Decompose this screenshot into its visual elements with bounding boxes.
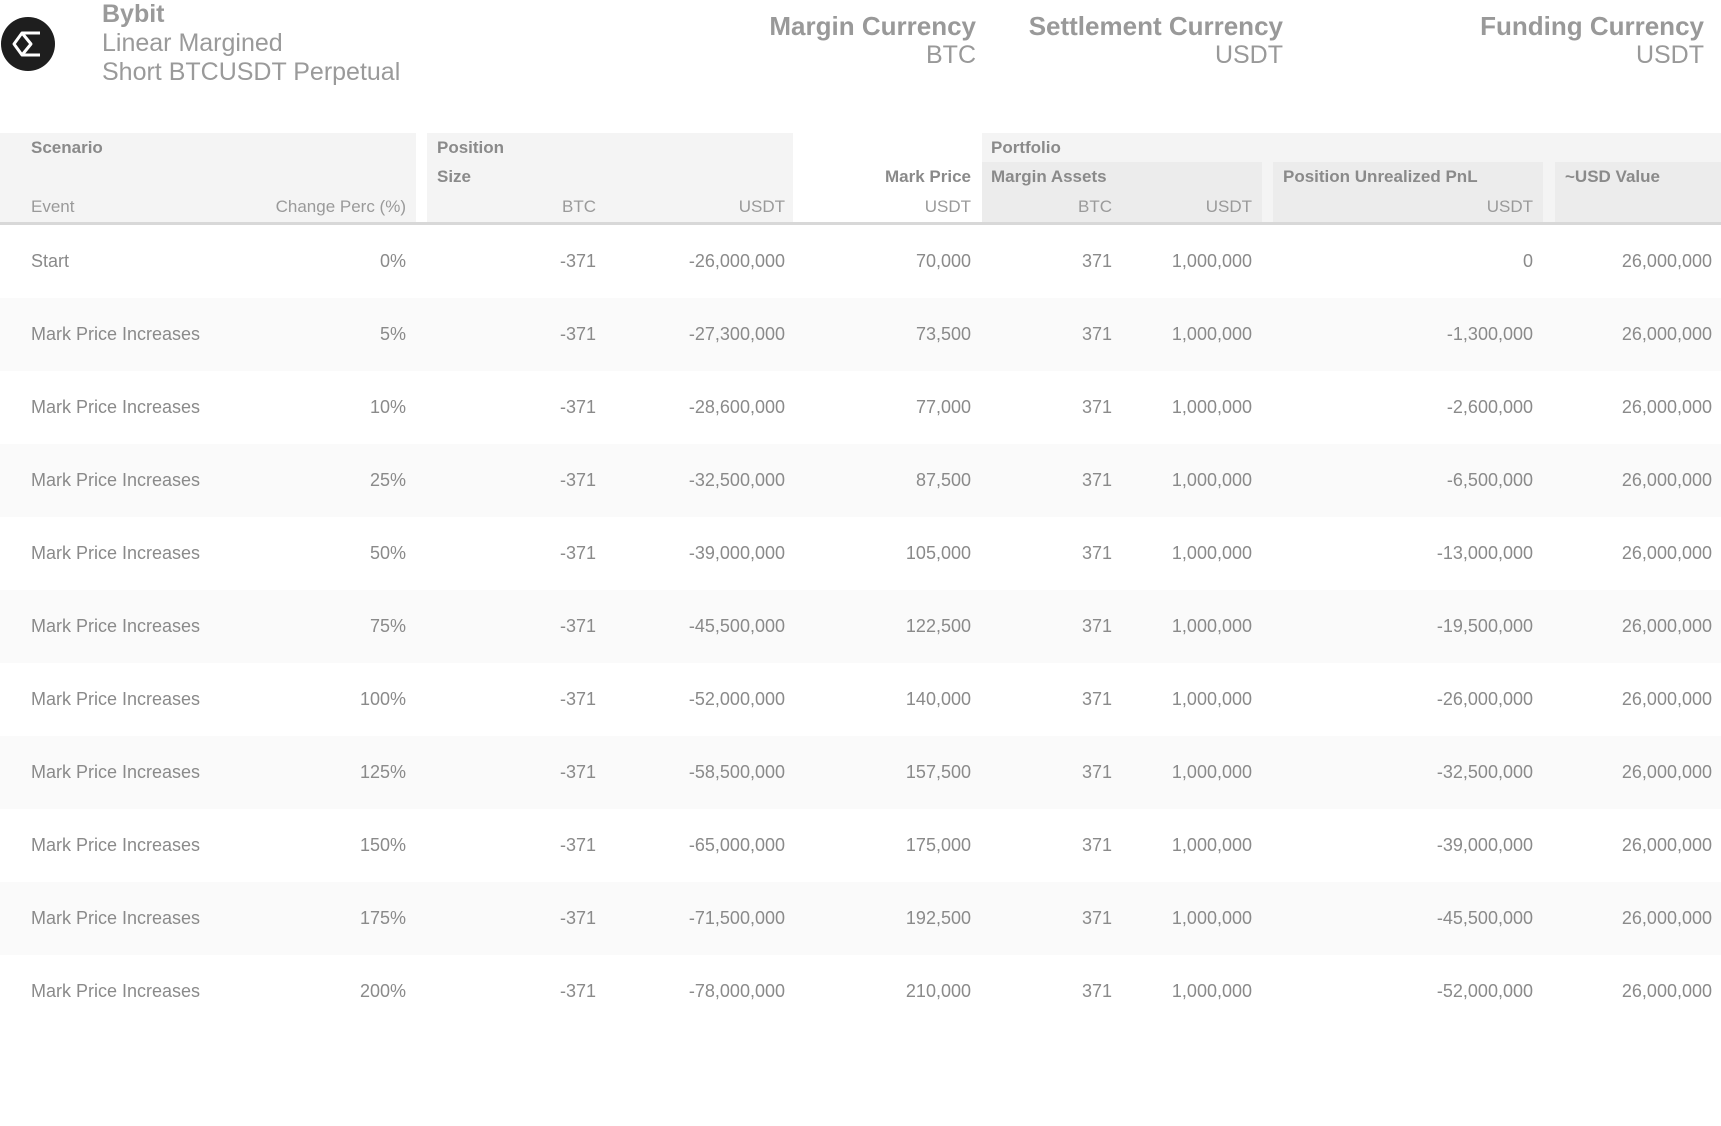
- cell-margin-usdt: 1,000,000: [1171, 324, 1252, 344]
- exchange-logo: [1, 17, 55, 71]
- cell-size-btc: -371: [559, 251, 596, 271]
- price-usdt-column-header: USDT: [924, 197, 971, 216]
- cell-event: Mark Price Increases: [31, 835, 201, 855]
- funding-currency-label: Funding Currency: [1480, 11, 1704, 41]
- cell-change: 10%: [369, 397, 406, 417]
- cell-size-btc: -371: [559, 324, 596, 344]
- portfolio-group-label: Portfolio: [991, 138, 1061, 157]
- cell-margin-btc: 371: [1081, 908, 1112, 928]
- cell-margin-usdt: 1,000,000: [1171, 835, 1252, 855]
- cell-size-usdt: -58,500,000: [688, 762, 785, 782]
- cell-size-usdt: -28,600,000: [688, 397, 785, 417]
- cell-margin-btc: 371: [1081, 981, 1112, 1001]
- cell-size-btc: -371: [559, 543, 596, 563]
- cell-event: Start: [31, 251, 70, 271]
- cell-margin-btc: 371: [1081, 543, 1112, 563]
- cell-size-usdt: -26,000,000: [688, 251, 785, 271]
- cell-size-btc: -371: [559, 470, 596, 490]
- cell-size-btc: -371: [559, 397, 596, 417]
- cell-margin-btc: 371: [1081, 397, 1112, 417]
- cell-mark-price: 210,000: [905, 981, 971, 1001]
- cell-usd-value: 26,000,000: [1621, 470, 1712, 490]
- settlement-currency-label: Settlement Currency: [1028, 11, 1283, 41]
- table-row: [0, 736, 1721, 809]
- instrument-name: Short BTCUSDT Perpetual: [102, 58, 401, 86]
- cell-change: 5%: [379, 324, 406, 344]
- size-btc-column-header: BTC: [562, 197, 596, 216]
- table-row: [0, 444, 1721, 517]
- cell-margin-btc: 371: [1081, 616, 1112, 636]
- cell-margin-usdt: 1,000,000: [1171, 689, 1252, 709]
- cell-size-btc: -371: [559, 762, 596, 782]
- cell-mark-price: 157,500: [905, 762, 971, 782]
- cell-margin-usdt: 1,000,000: [1171, 470, 1252, 490]
- cell-mark-price: 122,500: [905, 616, 971, 636]
- cell-mark-price: 192,500: [905, 908, 971, 928]
- unrealized-pnl-label: Position Unrealized PnL: [1283, 167, 1478, 186]
- cell-mark-price: 70,000: [915, 251, 971, 271]
- table-row: [0, 590, 1721, 663]
- cell-margin-usdt: 1,000,000: [1171, 251, 1252, 271]
- cell-size-btc: -371: [559, 908, 596, 928]
- margin-usdt-column-header: USDT: [1205, 197, 1252, 216]
- settlement-currency: [1029, 12, 1283, 70]
- cell-unrealized-pnl: -32,500,000: [1436, 762, 1533, 782]
- cell-event: Mark Price Increases: [31, 616, 201, 636]
- cell-usd-value: 26,000,000: [1621, 543, 1712, 563]
- cell-change: 200%: [359, 981, 406, 1001]
- cell-margin-usdt: 1,000,000: [1171, 543, 1252, 563]
- change-column-header: Change Perc (%): [275, 197, 406, 216]
- table-body: [0, 225, 1721, 1028]
- margin-currency-label: Margin Currency: [769, 11, 976, 41]
- cell-usd-value: 26,000,000: [1621, 981, 1712, 1001]
- sigma-logo-icon: [1, 17, 55, 71]
- pnl-usdt-column-header: USDT: [1486, 197, 1533, 216]
- cell-margin-usdt: 1,000,000: [1171, 397, 1252, 417]
- cell-mark-price: 87,500: [915, 470, 971, 490]
- cell-size-btc: -371: [559, 616, 596, 636]
- cell-size-btc: -371: [559, 835, 596, 855]
- scenario-group-label: Scenario: [31, 138, 103, 157]
- table-row: [0, 298, 1721, 371]
- cell-change: 125%: [359, 762, 406, 782]
- cell-unrealized-pnl: -2,600,000: [1446, 397, 1533, 417]
- cell-change: 50%: [369, 543, 406, 563]
- margin-btc-column-header: BTC: [1078, 197, 1112, 216]
- cell-change: 100%: [359, 689, 406, 709]
- cell-margin-btc: 371: [1081, 762, 1112, 782]
- cell-mark-price: 105,000: [905, 543, 971, 563]
- usd-value-label: ~USD Value: [1565, 167, 1660, 186]
- size-subgroup-label: Size: [437, 167, 472, 186]
- cell-margin-usdt: 1,000,000: [1171, 908, 1252, 928]
- cell-change: 25%: [369, 470, 406, 490]
- position-group-label: Position: [437, 138, 505, 157]
- cell-margin-btc: 371: [1081, 689, 1112, 709]
- table-row: [0, 955, 1721, 1028]
- cell-event: Mark Price Increases: [31, 981, 201, 1001]
- cell-change: 75%: [369, 616, 406, 636]
- cell-size-btc: -371: [559, 981, 596, 1001]
- cell-margin-usdt: 1,000,000: [1171, 981, 1252, 1001]
- table-row: [0, 882, 1721, 955]
- cell-event: Mark Price Increases: [31, 470, 201, 490]
- table-row: [0, 809, 1721, 882]
- cell-change: 175%: [359, 908, 406, 928]
- cell-unrealized-pnl: -45,500,000: [1436, 908, 1533, 928]
- cell-size-usdt: -45,500,000: [688, 616, 785, 636]
- cell-margin-btc: 371: [1081, 324, 1112, 344]
- cell-size-usdt: -39,000,000: [688, 543, 785, 563]
- cell-unrealized-pnl: -13,000,000: [1436, 543, 1533, 563]
- cell-usd-value: 26,000,000: [1621, 251, 1712, 271]
- funding-currency-value: USDT: [1635, 41, 1704, 69]
- cell-unrealized-pnl: -39,000,000: [1436, 835, 1533, 855]
- cell-size-usdt: -32,500,000: [688, 470, 785, 490]
- cell-change: 0%: [379, 251, 406, 271]
- cell-size-usdt: -27,300,000: [688, 324, 785, 344]
- cell-margin-btc: 371: [1081, 251, 1112, 271]
- table-row: [0, 517, 1721, 590]
- margin-currency: [769, 12, 976, 70]
- cell-change: 150%: [359, 835, 406, 855]
- title-block: [102, 0, 400, 87]
- cell-unrealized-pnl: -1,300,000: [1446, 324, 1533, 344]
- cell-event: Mark Price Increases: [31, 324, 201, 344]
- cell-usd-value: 26,000,000: [1621, 835, 1712, 855]
- cell-usd-value: 26,000,000: [1621, 689, 1712, 709]
- cell-event: Mark Price Increases: [31, 543, 201, 563]
- cell-unrealized-pnl: -19,500,000: [1436, 616, 1533, 636]
- cell-mark-price: 175,000: [905, 835, 971, 855]
- cell-margin-btc: 371: [1081, 470, 1112, 490]
- cell-event: Mark Price Increases: [31, 908, 201, 928]
- cell-usd-value: 26,000,000: [1621, 762, 1712, 782]
- table-row: [0, 225, 1721, 298]
- cell-unrealized-pnl: -26,000,000: [1436, 689, 1533, 709]
- cell-usd-value: 26,000,000: [1621, 616, 1712, 636]
- cell-margin-btc: 371: [1081, 835, 1112, 855]
- table-row: [0, 663, 1721, 736]
- cell-event: Mark Price Increases: [31, 689, 201, 709]
- cell-unrealized-pnl: 0: [1522, 251, 1533, 271]
- cell-usd-value: 26,000,000: [1621, 908, 1712, 928]
- margin-currency-value: BTC: [926, 41, 976, 69]
- size-usdt-column-header: USDT: [738, 197, 785, 216]
- cell-margin-usdt: 1,000,000: [1171, 762, 1252, 782]
- page-header: [0, 0, 1721, 110]
- cell-margin-usdt: 1,000,000: [1171, 616, 1252, 636]
- funding-currency: [1480, 12, 1704, 70]
- cell-event: Mark Price Increases: [31, 762, 201, 782]
- settlement-currency-value: USDT: [1214, 41, 1283, 69]
- cell-size-usdt: -65,000,000: [688, 835, 785, 855]
- cell-size-btc: -371: [559, 689, 596, 709]
- cell-unrealized-pnl: -52,000,000: [1436, 981, 1533, 1001]
- cell-mark-price: 140,000: [905, 689, 971, 709]
- event-column-header: Event: [31, 197, 75, 216]
- cell-event: Mark Price Increases: [31, 397, 201, 417]
- exchange-name: Bybit: [102, 0, 165, 28]
- margin-assets-label: Margin Assets: [991, 167, 1107, 186]
- cell-size-usdt: -52,000,000: [688, 689, 785, 709]
- table-header: [0, 133, 1721, 225]
- mark-price-label: Mark Price: [885, 167, 971, 186]
- cell-usd-value: 26,000,000: [1621, 324, 1712, 344]
- cell-unrealized-pnl: -6,500,000: [1446, 470, 1533, 490]
- cell-size-usdt: -71,500,000: [688, 908, 785, 928]
- cell-size-usdt: -78,000,000: [688, 981, 785, 1001]
- cell-mark-price: 73,500: [915, 324, 971, 344]
- margin-type: Linear Margined: [102, 29, 283, 57]
- cell-mark-price: 77,000: [915, 397, 971, 417]
- cell-usd-value: 26,000,000: [1621, 397, 1712, 417]
- table-row: [0, 371, 1721, 444]
